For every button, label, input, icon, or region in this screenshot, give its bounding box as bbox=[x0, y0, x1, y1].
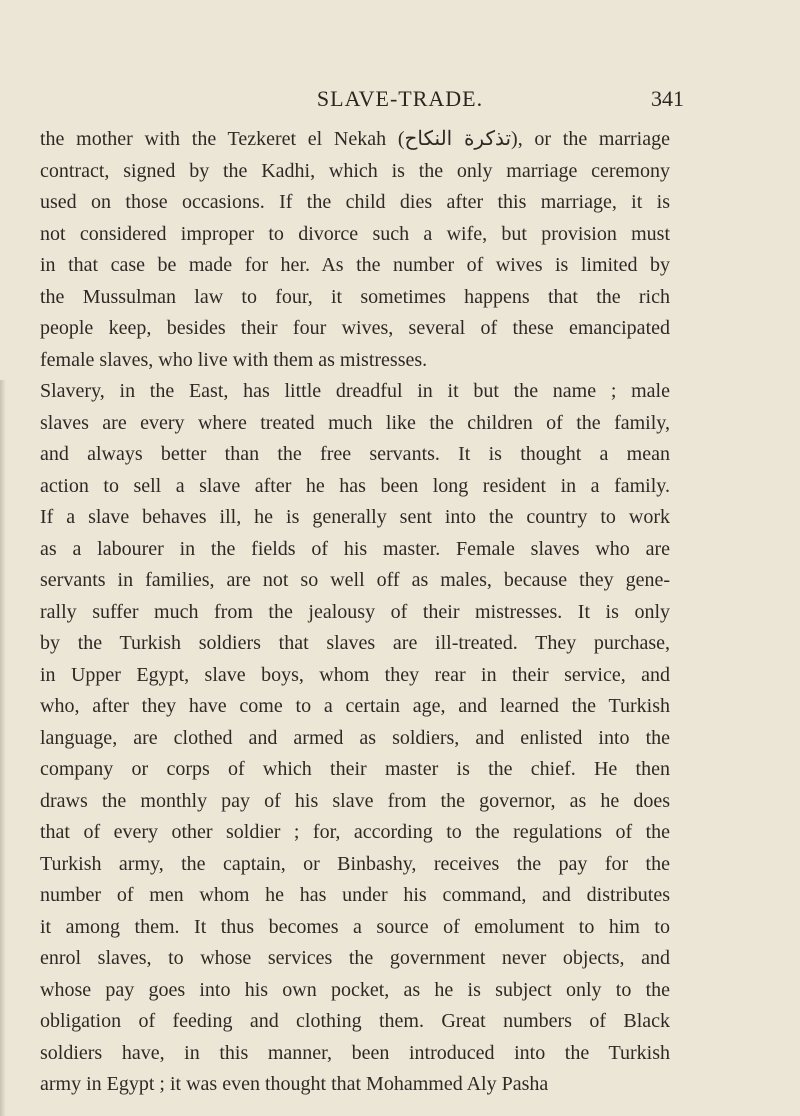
page-edge-shadow bbox=[0, 380, 6, 1116]
text-line: not considered improper to divorce such a wife, but provision must bbox=[40, 222, 670, 245]
running-title: SLAVE-TRADE. bbox=[316, 86, 484, 111]
text-line: soldiers have, in this manner, been introduced into the Turkish bbox=[40, 1041, 670, 1064]
text-line: by the Turkish soldiers that slaves are ill-treated. They purchase, bbox=[40, 632, 670, 654]
page-header bbox=[0, 80, 800, 120]
text-line: army in Egypt ; it was even thought that Mohammed Aly Pasha bbox=[40, 1073, 549, 1095]
text-line: female slaves, who live with them as mistresses. bbox=[40, 348, 428, 371]
text-line: in that case be made for her. As the number of wives is limited by bbox=[40, 254, 670, 276]
text-line: whose pay goes into his own pocket, as he is subject only to the bbox=[40, 978, 670, 1001]
text-line: the Mussulman law to four, it sometimes happens that the rich bbox=[40, 285, 670, 308]
text-line: enrol slaves, to whose services the government never objects, and bbox=[40, 947, 670, 969]
text-line: as a labourer in the fields of his master. Female slaves who are bbox=[40, 537, 670, 560]
text-line: and always better than the free servants. It is thought a mean bbox=[40, 443, 670, 465]
text-line: number of men whom he has under his command, and distributes bbox=[40, 884, 670, 906]
body-text bbox=[40, 124, 670, 1101]
text-line: servants in families, are not so well off as males, because they gene- bbox=[40, 569, 670, 591]
text-line: used on those occasions. If the child dies after this marriage, it is bbox=[40, 191, 670, 213]
text-line: If a slave behaves ill, he is generally sent into the country to work bbox=[40, 506, 670, 528]
text-line: company or corps of which their master is the chief. He then bbox=[40, 758, 670, 780]
text-line: rally suffer much from the jealousy of their mistresses. It is only bbox=[40, 600, 670, 623]
text-line: who, after they have come to a certain age, and learned the Turkish bbox=[40, 695, 670, 717]
text-line: slaves are every where treated much like the children of the family, bbox=[40, 411, 670, 434]
text-line: contract, signed by the Kadhi, which is the only marriage ceremony bbox=[40, 159, 670, 182]
text-line: the mother with the Tezkeret el Nekah (تذكرة النكاح), or the marriage bbox=[40, 128, 670, 150]
text-line: language, are clothed and armed as soldiers, and enlisted into the bbox=[40, 726, 670, 749]
text-line: action to sell a slave after he has been long resident in a family. bbox=[40, 474, 670, 497]
text-line: obligation of feeding and clothing them. Great numbers of Black bbox=[40, 1010, 670, 1032]
page-number: 341 bbox=[651, 86, 684, 111]
text-line: draws the monthly pay of his slave from the governor, as he does bbox=[40, 789, 670, 812]
text-line: Slavery, in the East, has little dreadful in it but the name ; male bbox=[40, 380, 670, 402]
text-line: in Upper Egypt, slave boys, whom they rear in their service, and bbox=[40, 663, 670, 686]
text-line: Turkish army, the captain, or Binbashy, receives the pay for the bbox=[40, 852, 670, 875]
text-line: it among them. It thus becomes a source of emolument to him to bbox=[40, 915, 670, 938]
text-line: people keep, besides their four wives, several of these emancipated bbox=[40, 317, 670, 339]
text-line: that of every other soldier ; for, according to the regulations of the bbox=[40, 821, 670, 843]
